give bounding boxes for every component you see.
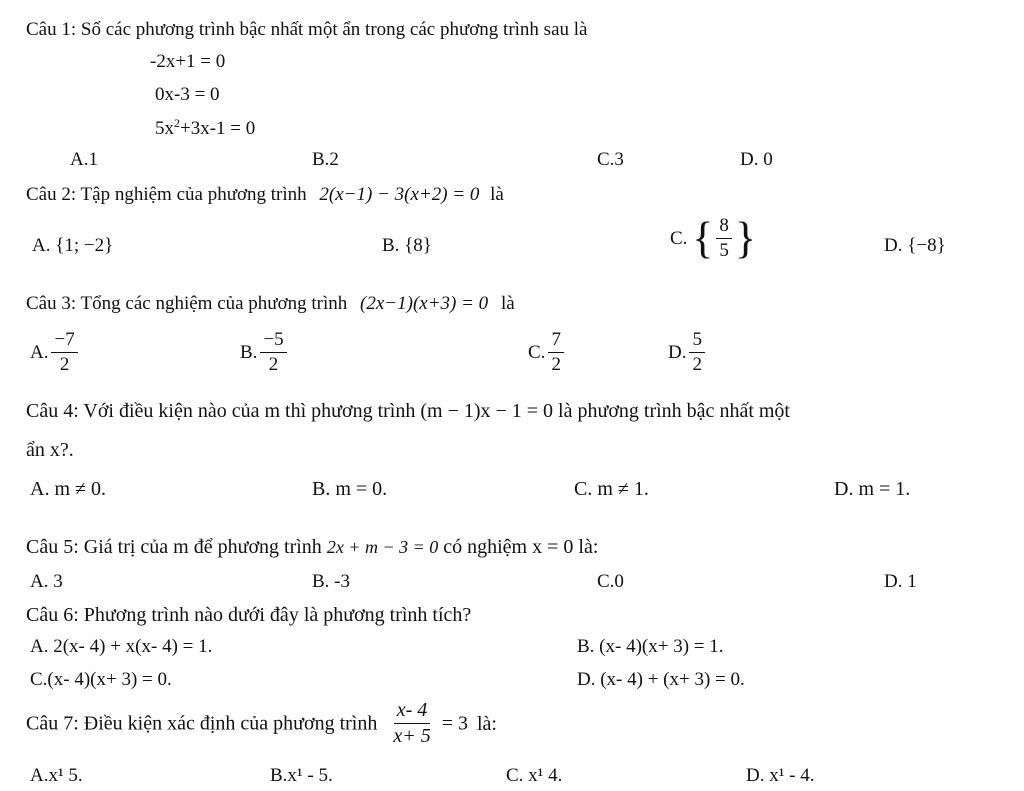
q3-option-c-label: C.: [528, 341, 546, 363]
q3-stem: Câu 3: Tổng các nghiệm của phương trình: [26, 293, 348, 314]
q7-option-c[interactable]: C. x¹ 4.: [506, 765, 563, 786]
q5-stem-a: Câu 5: Giá trị của m để phương trình: [26, 536, 322, 558]
q5-equation: 2x + m − 3 = 0: [326, 537, 439, 557]
q5-option-d[interactable]: D. 1: [884, 571, 917, 592]
q4-stem-line1: Câu 4: Với điều kiện nào của m thì phương trình (m − 1)x − 1 = 0 là phương trình bậc nhất một: [26, 400, 790, 422]
q5-option-b[interactable]: B. -3: [312, 571, 350, 592]
q3-option-a-fraction: [51, 330, 77, 375]
left-brace-icon: {: [692, 213, 714, 263]
q4-option-b[interactable]: B. m = 0.: [312, 478, 388, 500]
q2-option-a[interactable]: [32, 236, 113, 255]
q3-option-c-fraction: [548, 330, 564, 375]
q5-option-a[interactable]: A. 3: [30, 571, 63, 592]
q6-option-c[interactable]: C.(x- 4)(x+ 3) = 0.: [30, 669, 172, 690]
q1-eq2: 0x-3 = 0: [155, 84, 220, 105]
q3-option-a-denominator: 2: [59, 353, 70, 375]
q7-stem: Câu 7: Điều kiện xác định của phương trình: [26, 712, 378, 735]
right-brace-icon: }: [734, 213, 756, 263]
q1-eq3-rest: +3x-1 = 0: [180, 118, 256, 139]
q2-stem-line: [26, 185, 504, 204]
q2-option-b-value: {8}: [404, 235, 432, 256]
q2-stem: Câu 2: Tập nghiệm của phương trình: [26, 184, 307, 205]
q7-stem-line: [26, 700, 497, 747]
q7-suffix: là:: [477, 712, 497, 735]
q2-option-d-label: D.: [884, 235, 903, 256]
q2-option-a-label: A.: [32, 235, 51, 256]
q3-option-d-numerator: 5: [689, 330, 705, 353]
q2-option-a-value: {1; −2}: [55, 235, 114, 256]
q5-stem-b: có nghiệm x = 0 là:: [443, 536, 599, 558]
q7-option-a[interactable]: A.x¹ 5.: [30, 765, 83, 786]
q2-option-c-denominator: 5: [719, 239, 729, 261]
q6-option-d[interactable]: D. (x- 4) + (x+ 3) = 0.: [577, 669, 745, 690]
q1-eq3-exponent: 2: [174, 116, 180, 130]
q3-option-b-denominator: 2: [268, 353, 279, 375]
q4-option-a[interactable]: A. m ≠ 0.: [30, 478, 106, 500]
q7-fraction-numerator: x- 4: [394, 700, 431, 724]
q3-option-a-numerator: −7: [51, 330, 77, 353]
q3-equation: (2x−1)(x+3) = 0: [360, 293, 489, 314]
q2-suffix: là: [490, 184, 504, 205]
q3-option-b-numerator: −5: [260, 330, 286, 353]
q6-option-a[interactable]: A. 2(x- 4) + x(x- 4) = 1.: [30, 636, 213, 657]
q2-option-c[interactable]: [670, 213, 756, 263]
q2-equation: 2(x−1) − 3(x+2) = 0: [319, 184, 480, 205]
q3-suffix: là: [500, 293, 515, 314]
q1-eq3: [155, 117, 255, 138]
q7-equals: = 3: [441, 712, 468, 735]
q1-eq3-base: 5x: [155, 118, 174, 139]
q7-fraction-denominator: x+ 5: [393, 725, 431, 747]
q3-option-d[interactable]: [668, 330, 708, 375]
q3-option-a[interactable]: [30, 330, 81, 375]
q3-option-d-denominator: 2: [692, 353, 702, 375]
q4-stem-line2: ẩn x?.: [26, 439, 74, 461]
q2-option-c-label: C.: [670, 227, 688, 249]
q7-fraction: [390, 700, 433, 747]
q5-option-c[interactable]: C.0: [597, 571, 624, 592]
q3-option-d-fraction: [689, 330, 705, 375]
q2-option-d[interactable]: [884, 236, 946, 255]
q4-option-c[interactable]: C. m ≠ 1.: [574, 478, 649, 500]
q7-option-b[interactable]: B.x¹ - 5.: [270, 765, 333, 786]
q1-stem: Câu 1: Số các phương trình bậc nhất một ẩn trong các phương trình sau là: [26, 19, 588, 40]
q2-option-c-fraction: [716, 216, 732, 261]
q3-option-d-label: D.: [668, 341, 687, 363]
q3-stem-line: [26, 294, 515, 313]
q5-stem-line: [26, 537, 598, 557]
q1-option-c[interactable]: C.3: [597, 149, 624, 170]
q2-option-c-numerator: 8: [716, 216, 732, 239]
q3-option-c-numerator: 7: [548, 330, 564, 353]
q2-option-b[interactable]: [382, 236, 432, 255]
q6-stem: Câu 6: Phương trình nào dưới đây là phương trình tích?: [26, 604, 472, 626]
q4-option-d[interactable]: D. m = 1.: [834, 478, 911, 500]
q3-option-c-denominator: 2: [551, 353, 561, 375]
q1-option-d[interactable]: D. 0: [740, 149, 773, 170]
q3-option-b[interactable]: [240, 330, 290, 375]
q1-option-a[interactable]: A.1: [70, 149, 98, 170]
q3-option-a-label: A.: [30, 341, 49, 363]
q1-option-b[interactable]: B.2: [312, 149, 339, 170]
q7-option-d[interactable]: D. x¹ - 4.: [746, 765, 815, 786]
q2-option-b-label: B.: [382, 235, 400, 256]
q6-option-b[interactable]: B. (x- 4)(x+ 3) = 1.: [577, 636, 724, 657]
q1-eq1: -2x+1 = 0: [150, 51, 226, 72]
q3-option-b-fraction: [260, 330, 286, 375]
q3-option-c[interactable]: [528, 330, 567, 375]
q2-option-d-value: {−8}: [907, 235, 946, 256]
q3-option-b-label: B.: [240, 341, 258, 363]
